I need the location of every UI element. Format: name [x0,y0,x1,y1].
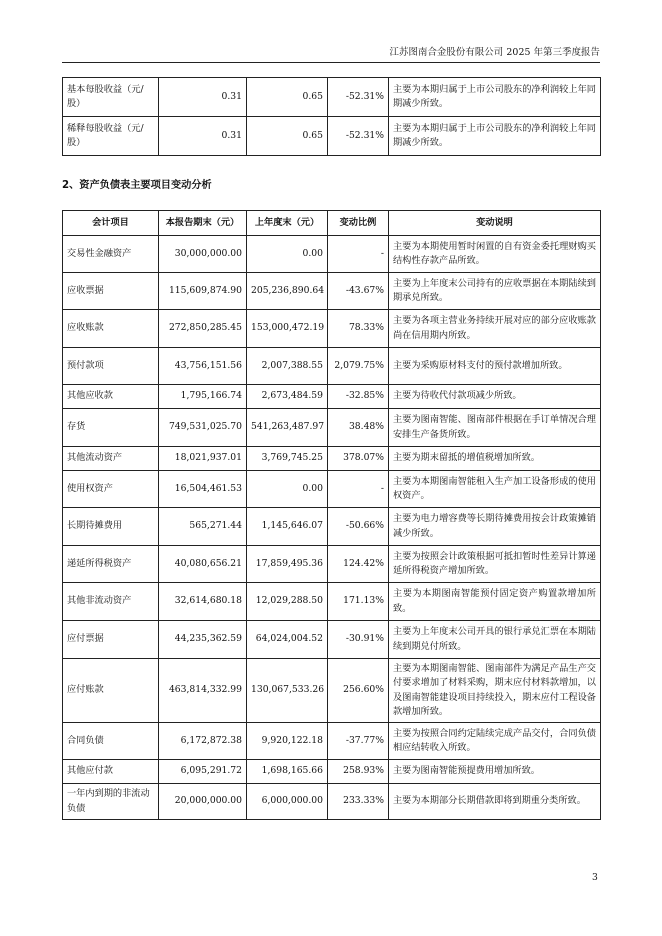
explanation-cell: 主要为本期部分长期借款即将到期重分类所致。 [389,784,601,820]
item-cell: 应付票据 [63,621,159,659]
prior-value-cell: 205,236,890.64 [247,273,328,310]
explanation-cell: 主要为上年度末公司开具的银行承兑汇票在本期陆续到期兑付所致。 [389,621,601,659]
table-row [63,508,601,546]
explanation-cell: 主要为本期归属于上市公司股东的净利润较上年同期减少所致。 [389,117,601,156]
current-value-cell: 44,235,362.59 [159,621,247,659]
change-cell: -37.77% [328,723,389,760]
prior-value-cell: 153,000,472.19 [247,310,328,348]
prior-value-cell: 12,029,288.50 [247,583,328,621]
item-cell: 存货 [63,409,159,447]
current-value-cell: 0.31 [159,78,247,117]
table-row [63,78,601,117]
change-cell: 124.42% [328,546,389,583]
table-row [63,273,601,310]
table-row [63,723,601,760]
table-row [63,621,601,659]
current-value-cell: 32,614,680.18 [159,583,247,621]
change-cell: -52.31% [328,78,389,117]
table-row [63,447,601,471]
balance-sheet-table [62,210,601,820]
table-row [63,471,601,508]
explanation-cell: 主要为本期图南智能、图南部件为满足产品生产交付要求增加了材料采购，期末应付材料款增加，以及图南智能建设项目持续投入，期末应付工程设备款增加所致。 [389,659,601,723]
item-cell: 应收票据 [63,273,159,310]
explanation-cell: 主要为期末留抵的增值税增加所致。 [389,447,601,471]
column-header-change: 变动比例 [328,211,389,236]
current-value-cell: 1,795,166.74 [159,385,247,409]
table-row [63,659,601,723]
report-header: 江苏图南合金股份有限公司 2025 年第三季度报告 [389,47,600,58]
change-cell: 378.07% [328,447,389,471]
item-cell: 长期待摊费用 [63,508,159,546]
table-row [63,409,601,447]
prior-value-cell: 0.00 [247,236,328,273]
change-cell: 78.33% [328,310,389,348]
table-header-row [63,211,601,236]
item-cell: 应收账款 [63,310,159,348]
change-cell: 258.93% [328,760,389,784]
prior-value-cell: 2,673,484.59 [247,385,328,409]
item-cell: 稀释每股收益（元/股） [63,117,159,156]
current-value-cell: 0.31 [159,117,247,156]
prior-value-cell: 0.65 [247,117,328,156]
current-value-cell: 463,814,332.99 [159,659,247,723]
explanation-cell: 主要为图南智能预提费用增加所致。 [389,760,601,784]
item-cell: 合同负债 [63,723,159,760]
item-cell: 一年内到期的非流动负债 [63,784,159,820]
table-row [63,117,601,156]
prior-value-cell: 64,024,004.52 [247,621,328,659]
column-header-item: 会计项目 [63,211,159,236]
table-row [63,583,601,621]
explanation-cell: 主要为采购原材料支付的预付款增加所致。 [389,348,601,385]
page-number: 3 [592,872,598,883]
item-cell: 交易性金融资产 [63,236,159,273]
item-cell: 使用权资产 [63,471,159,508]
explanation-cell: 主要为本期图南智能预付固定资产购置款增加所致。 [389,583,601,621]
prior-value-cell: 2,007,388.55 [247,348,328,385]
change-cell: 233.33% [328,784,389,820]
explanation-cell: 主要为本期图南智能租入生产加工设备形成的使用权资产。 [389,471,601,508]
column-header-explanation: 变动说明 [389,211,601,236]
current-value-cell: 20,000,000.00 [159,784,247,820]
prior-value-cell: 3,769,745.25 [247,447,328,471]
prior-value-cell: 6,000,000.00 [247,784,328,820]
current-value-cell: 272,850,285.45 [159,310,247,348]
current-value-cell: 6,095,291.72 [159,760,247,784]
section-title: 2、资产负债表主要项目变动分析 [62,180,212,191]
prior-value-cell: 1,145,646.07 [247,508,328,546]
item-cell: 其他非流动资产 [63,583,159,621]
explanation-cell: 主要为本期归属于上市公司股东的净利润较上年同期减少所致。 [389,78,601,117]
table-row [63,348,601,385]
prior-value-cell: 1,698,165.66 [247,760,328,784]
table-row [63,385,601,409]
change-cell: 2,079.75% [328,348,389,385]
change-cell: - [328,236,389,273]
change-cell: -43.67% [328,273,389,310]
table-row [63,310,601,348]
item-cell: 其他应收款 [63,385,159,409]
item-cell: 应付账款 [63,659,159,723]
change-cell: -32.85% [328,385,389,409]
prior-value-cell: 130,067,533.26 [247,659,328,723]
current-value-cell: 18,021,937.01 [159,447,247,471]
explanation-cell: 主要为电力增容费等长期待摊费用按会计政策摊销减少所致。 [389,508,601,546]
item-cell: 预付款项 [63,348,159,385]
prior-value-cell: 541,263,487.97 [247,409,328,447]
prior-value-cell: 17,859,495.36 [247,546,328,583]
change-cell: -50.66% [328,508,389,546]
column-header-prior: 上年度末（元） [247,211,328,236]
header-divider [62,62,600,63]
prior-value-cell: 0.00 [247,471,328,508]
current-value-cell: 43,756,151.56 [159,348,247,385]
table-row [63,760,601,784]
prior-value-cell: 9,920,122.18 [247,723,328,760]
change-cell: 38.48% [328,409,389,447]
explanation-cell: 主要为本期使用暂时闲置的自有资金委托理财购买结构性存款产品所致。 [389,236,601,273]
item-cell: 基本每股收益（元/股） [63,78,159,117]
table-row [63,236,601,273]
explanation-cell: 主要为按照合同约定陆续完成产品交付，合同负债相应结转收入所致。 [389,723,601,760]
item-cell: 其他应付款 [63,760,159,784]
item-cell: 其他流动资产 [63,447,159,471]
column-header-current: 本报告期末（元） [159,211,247,236]
current-value-cell: 6,172,872.38 [159,723,247,760]
current-value-cell: 40,080,656.21 [159,546,247,583]
current-value-cell: 749,531,025.70 [159,409,247,447]
explanation-cell: 主要为图南智能、图南部件根据在手订单情况合理安排生产备货所致。 [389,409,601,447]
item-cell: 递延所得税资产 [63,546,159,583]
explanation-cell: 主要为上年度末公司持有的应收票据在本期陆续到期承兑所致。 [389,273,601,310]
current-value-cell: 565,271.44 [159,508,247,546]
current-value-cell: 30,000,000.00 [159,236,247,273]
explanation-cell: 主要为按照会计政策根据可抵扣暂时性差异计算递延所得税资产增加所致。 [389,546,601,583]
table-row [63,546,601,583]
eps-table [62,77,601,156]
change-cell: -52.31% [328,117,389,156]
explanation-cell: 主要为各项主营业务持续开展对应的部分应收账款尚在信用期内所致。 [389,310,601,348]
prior-value-cell: 0.65 [247,78,328,117]
current-value-cell: 16,504,461.53 [159,471,247,508]
change-cell: 256.60% [328,659,389,723]
table-row [63,784,601,820]
current-value-cell: 115,609,874.90 [159,273,247,310]
change-cell: 171.13% [328,583,389,621]
explanation-cell: 主要为待收代付款项减少所致。 [389,385,601,409]
change-cell: -30.91% [328,621,389,659]
change-cell: - [328,471,389,508]
